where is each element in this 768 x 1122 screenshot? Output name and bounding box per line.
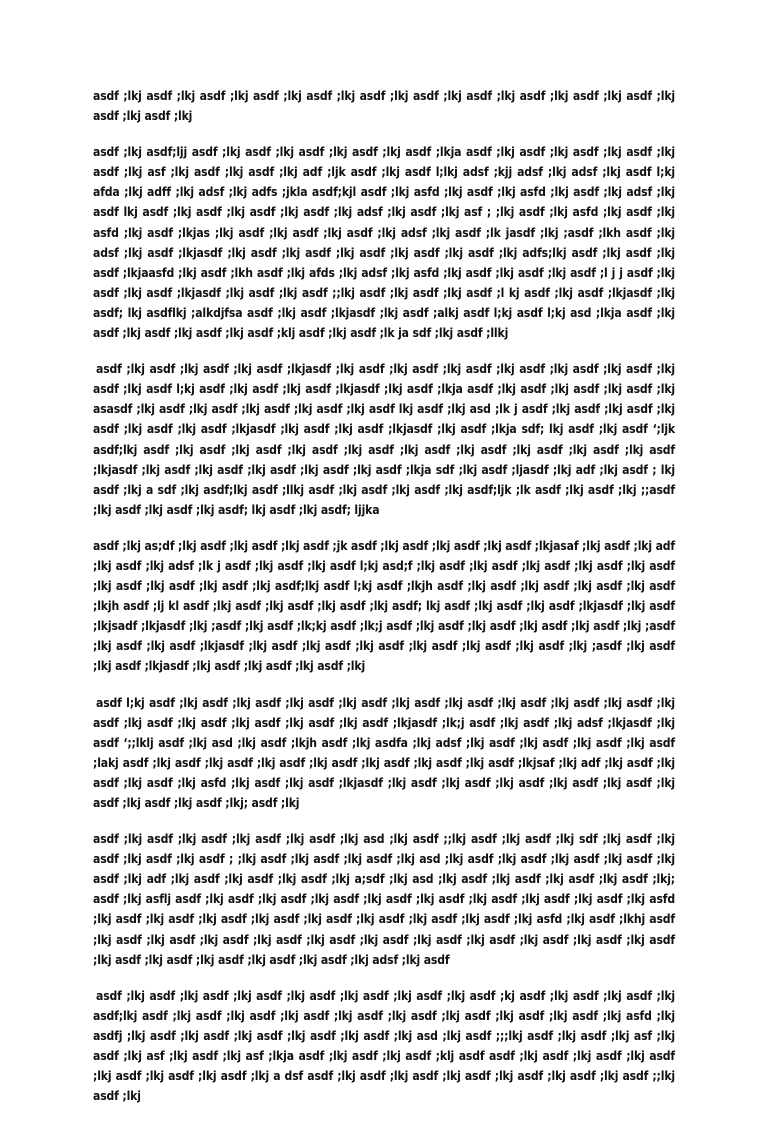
paragraph-1: asdf ;lkj asdf ;lkj asdf ;lkj asdf ;lkj asdf ;lkj asdf ;lkj asdf ;lkj asdf ;lkj asdf ;lkj asdf ;lkj asdf ;lkj asdf ;lkj asdf ;lkj: [93, 89, 675, 124]
document-page: [93, 86, 675, 1122]
paragraph-7: asdf ;lkj asdf ;lkj asdf ;lkj asdf ;lkj asdf ;lkj asdf ;lkj asdf ;lkj asdf ;kj asdf ;lkj asdf ;lkj asdf ;lkj asdf;lkj asdf ;lkj asdf ;lkj asdf ;lkj asdf ;lkj asdf ;lkj asdf ;lkj asdf ;lkj asdf ;lkj asdf ;lkj asfd ;lkj asdfj ;lkj asdf ;lkj asdf ;lkj asdf ;lkj asdf ;lkj asdf ;lkj asd ;lkj asdf ;;;lkj asdf ;lkj asdf ;lkj asf ;lkj asdf ;lkj asf ;lkj asdf ;lkj asf ;lkja asdf ;lkj asdf ;lkj asdf ;klj asdf asdf ;lkj asdf ;lkj asdf ;lkj asdf ;lkj asdf ;lkj asdf ;lkj asdf ;lkj a dsf asdf ;lkj asdf ;lkj asdf ;lkj asdf ;lkj asdf ;lkj asdf ;lkj asdf ;;lkj asdf ;lkj: [93, 988, 675, 1104]
paragraph-5: asdf l;kj asdf ;lkj asdf ;lkj asdf ;lkj asdf ;lkj asdf ;lkj asdf ;lkj asdf ;lkj asdf ;lkj asdf ;lkj asdf ;lkj asdf ;lkj asdf ;lkj asdf ;lkj asdf ;lkj asdf ;lkj asdf ;lkjasdf ;lk;j asdf ;lkj asdf ;lkj adsf ;lkjasdf ;lkj asdf ‘;;lklj asdf ;lkj asd ;lkj asdf ;lkjh asdf ;lkj asdfa ;lkj adsf ;lkj asdf ;lkj asdf ;lkj asdf ;lkj asdf ;lakj asdf ;lkj asdf ;lkj asdf ;lkj asdf ;lkj asdf ;lkj asdf ;lkj asdf ;lkj asdf ;lkjsaf ;lkj adf ;lkj asdf ;lkj asdf ;lkj asdf ;lkj asfd ;lkj asdf ;lkj asdf ;lkjasdf ;lkj asdf ;lkj asdf ;lkj asdf ;lkj asdf ;lkj asdf ;lkj asdf ;lkj asdf ;lkj asdf ;lkj; asdf ;lkj: [93, 695, 675, 810]
paragraph-6: asdf ;lkj asdf ;lkj asdf ;lkj asdf ;lkj asdf ;lkj asd ;lkj asdf ;;lkj asdf ;lkj asdf ;lkj sdf ;lkj asdf ;lkj asdf ;lkj asdf ;lkj asdf ; ;lkj asdf ;lkj asdf ;lkj asdf ;lkj asd ;lkj asdf ;lkj asdf ;lkj asdf ;lkj asdf ;lkj asdf ;lkj adf ;lkj asdf ;lkj asdf ;lkj asdf ;lkj a;sdf ;lkj asd ;lkj asdf ;lkj asdf ;lkj asdf ;lkj asdf ;lkj; asdf ;lkj asflj asdf ;lkj asdf ;lkj asdf ;lkj asdf ;lkj asdf ;lkj asdf ;lkj asdf ;lkj asdf ;lkj asdf ;lkj asfd ;lkj asdf ;lkj asdf ;lkj asdf ;lkj asdf ;lkj asdf ;lkj asdf ;lkj asdf ;lkj asdf ;lkj asfd ;lkj asdf ;lkhj asdf ;lkj asdf ;lkj asdf ;lkj asdf ;lkj asdf ;lkj asdf ;lkj asdf ;lkj asdf ;lkj asdf ;lkj asdf ;lkj asdf ;lkj asdf ;lkj asdf ;lkj asdf ;lkj asdf ;lkj asdf ;lkj asdf ;lkj adsf ;lkj asdf: [93, 832, 675, 967]
paragraph-4: asdf ;lkj as;df ;lkj asdf ;lkj asdf ;lkj asdf ;jk asdf ;lkj asdf ;lkj asdf ;lkj asdf ;lkjasaf ;lkj asdf ;lkj adf ;lkj asdf ;lkj adsf ;lk j asdf ;lkj asdf ;lkj asdf l;kj asd;f ;lkj asdf ;lkj asdf ;lkj asdf ;lkj asdf ;lkj asdf ;lkj asdf ;lkj asdf ;lkj asdf ;lkj asdf;lkj asdf l;kj asdf ;lkjh asdf ;lkj asdf ;lkj asdf ;lkj asdf ;lkj asdf ;lkjh asdf ;lj kl asdf ;lkj asdf ;lkj asdf ;lkj asdf ;lkj asdf; lkj asdf ;lkj asdf ;lkj asdf ;lkjasdf ;lkj asdf ;lkjsadf ;lkjasdf ;lkj ;asdf ;lkj asdf ;lk;kj asdf ;lk;j asdf ;lkj asdf ;lkj asdf ;lkj asdf ;lkj asdf ;lkj ;asdf ;lkj asdf ;lkj asdf ;lkjasdf ;lkj asdf ;lkj asdf ;lkj asdf ;lkj asdf ;lkj asdf ;lkj asdf ;lkj ;asdf ;lkj asdf ;lkj asdf ;lkjasdf ;lkj asdf ;lkj asdf ;lkj asdf ;lkj: [93, 538, 675, 674]
paragraph-2: asdf ;lkj asdf;ljj asdf ;lkj asdf ;lkj asdf ;lkj asdf ;lkj asdf ;lkja asdf ;lkj asdf ;lkj asdf ;lkj asdf ;lkj asdf ;lkj asf ;lkj asdf ;lkj asdf ;lkj adf ;ljk asdf ;lkj asdf l;lkj adsf ;kjj adsf ;lkj adsf ;lkj asdf l;kj afda ;lkj adff ;lkj adsf ;lkj adfs ;jkla asdf;kjl asdf ;lkj asfd ;lkj asdf ;lkj asfd ;lkj asdf ;lkj adsf ;lkj asdf lkj asdf ;lkj asdf ;lkj asdf ;lkj asdf ;lkj adsf ;lkj asdf ;lkj asf ; ;lkj asdf ;lkj asfd ;lkj asdf ;lkj asfd ;lkj asdf ;lkjas ;lkj asdf ;lkj asdf ;lkj asdf ;lkj adsf ;lkj asdf ;lk jasdf ;lkj ;asdf ;lkh asdf ;lkj adsf ;lkj asdf ;lkjasdf ;lkj asdf ;lkj asdf ;lkj asdf ;lkj asdf ;lkj asdf ;lkj adfs;lkj asdf ;lkj asdf ;lkj asdf ;lkjaasfd ;lkj asdf ;lkh asdf ;lkj afds ;lkj adsf ;lkj asfd ;lkj asdf ;lkj asdf ;lkj asdf ;l j j asdf ;lkj asdf ;lkj asdf ;lkjasdf ;lkj asdf ;lkj asdf ;;lkj asdf ;lkj asdf ;lkj asdf ;l kj asdf ;lkj asdf ;lkjasdf ;lkj asdf; lkj asdflkj ;alkdjfsa asdf ;lkj asdf ;lkjasdf ;lkj asdf ;alkj asdf l;kj asdf l;kj asd ;lkja asdf ;lkj asdf ;lkj asdf ;lkj asdf ;lkj asdf ;klj asdf ;lkj asdf ;lk ja sdf ;lkj asdf ;llkj: [93, 145, 675, 341]
paragraph-3: asdf ;lkj asdf ;lkj asdf ;lkj asdf ;lkjasdf ;lkj asdf ;lkj asdf ;lkj asdf ;lkj asdf ;lkj asdf ;lkj asdf ;lkj asdf ;lkj asdf l;kj asdf ;lkj asdf ;lkj asdf ;lkjasdf ;lkj asdf ;lkja asdf ;lkj asdf ;lkj asdf ;lkj asdf ;lkj asasdf ;lkj asdf ;lkj asdf ;lkj asdf ;lkj asdf ;lkj asdf lkj asdf ;lkj asd ;lk j asdf ;lkj asdf ;lkj asdf ;lkj asdf ;lkj asdf ;lkj asdf ;lkjasdf ;lkj asdf ;lkj asdf ;lkjasdf ;lkj asdf ;lkja sdf; lkj asdf ;lkj asdf ‘;ljk asdf;lkj asdf ;lkj asdf ;lkj asdf ;lkj asdf ;lkj asdf ;lkj asdf ;lkj asdf ;lkj asdf ;lkj asdf ;lkj asdf ;lkjasdf ;lkj asdf ;lkj asdf ;lkj asdf ;lkj asdf ;lkj asdf ;lkja sdf ;lkj asdf ;ljasdf ;lkj adf ;lkj asdf ; lkj asdf ;lkj a sdf ;lkj asdf;lkj asdf ;llkj asdf ;lkj asdf ;lkj asdf ;lkj asdf;ljk ;lk asdf ;lkj asdf ;lkj ;;asdf ;lkj asdf ;lkj asdf ;lkj asdf; lkj asdf ;lkj asdf; ljjka: [93, 362, 675, 517]
